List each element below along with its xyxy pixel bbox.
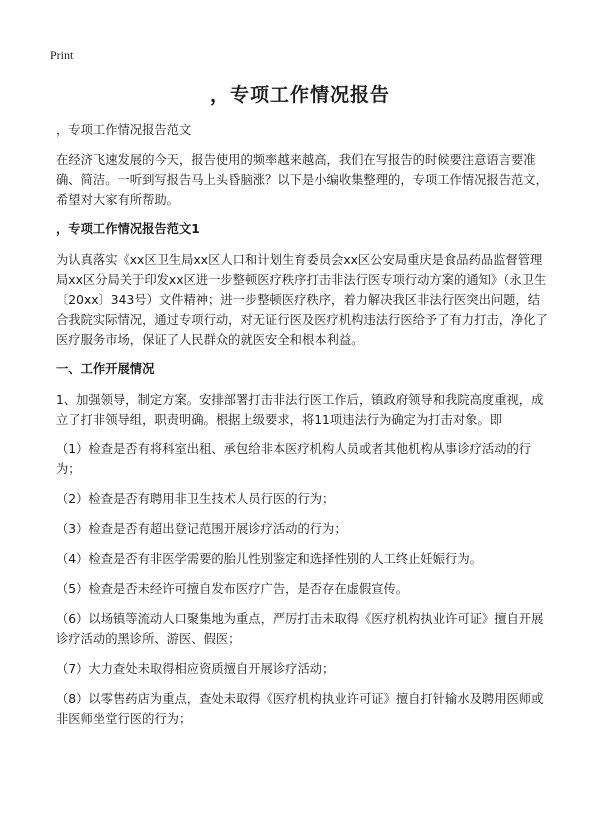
document-subtitle: ，专项工作情况报告范文 [56, 123, 192, 137]
intro-paragraph: 在经济飞速发展的今天，报告使用的频率越来越高，我们在写报告的时候要注意语言要准确、简洁。一听到写报告马上头昏脑涨？以下是小编收集整理的，专项工作情况报告范文，希望对大家有所帮助。 [56, 153, 548, 207]
list-item: （6）以场镇等流动人口聚集地为重点，严厉打击未取得《医疗机构执业许可证》擅自开展诊疗活动的黑诊所、游医、假医； [56, 612, 544, 646]
body-paragraph: 为认真落实《xx区卫生局xx区人口和计划生育委员会xx区公安局重庆是食品药品监督管理局xx区分局关于印发xx区进一步整顿医疗秩序打击非法行医专项行动方案的通知》（永卫生〔20xx〕343号）文件精神；进一步整顿医疗秩序，着力解决我区非法行医突出问题，结合我院实际情况，通过专项行动，对无证行医及医疗机构违法行医给予了有力打击，净化了医疗服务市场，保证了人民群众的就医安全和根本利益。 [56, 253, 548, 347]
list-item: （5）检查是否未经许可擅自发布医疗广告，是否存在虚假宣传。 [56, 582, 409, 596]
list-item: （1）检查是否有将科室出租、承包给非本医疗机构人员或者其他机构从事诊疗活动的行为； [56, 442, 532, 476]
work-paragraph: 1、加强领导，制定方案。安排部署打击非法行医工作后，镇政府领导和我院高度重视，成立了打非领导组，职责明确。根据上级要求，将11项违法行为确定为打击对象。即 [56, 393, 544, 427]
list-item: （7）大力查处未取得相应资质擅自开展诊疗活动； [56, 662, 335, 676]
list-item: （3）检查是否有超出登记范围开展诊疗活动的行为； [56, 522, 347, 536]
page-title: ，专项工作情况报告 [209, 84, 390, 106]
print-link[interactable]: Print [50, 48, 74, 62]
list-item: （4）检查是否有非医学需要的胎儿性别鉴定和选择性别的人工终止妊娠行为。 [56, 552, 482, 566]
document-body [56, 120, 550, 739]
section-heading: ，专项工作情况报告范文1 [56, 222, 200, 236]
list-item: （2）检查是否有聘用非卫生技术人员行医的行为； [56, 492, 335, 506]
work-heading: 一、工作开展情况 [56, 362, 155, 376]
list-item: （8）以零售药店为重点，查处未取得《医疗机构执业许可证》擅自打针输水及聘用医师或非医师坐堂行医的行为； [56, 692, 544, 726]
